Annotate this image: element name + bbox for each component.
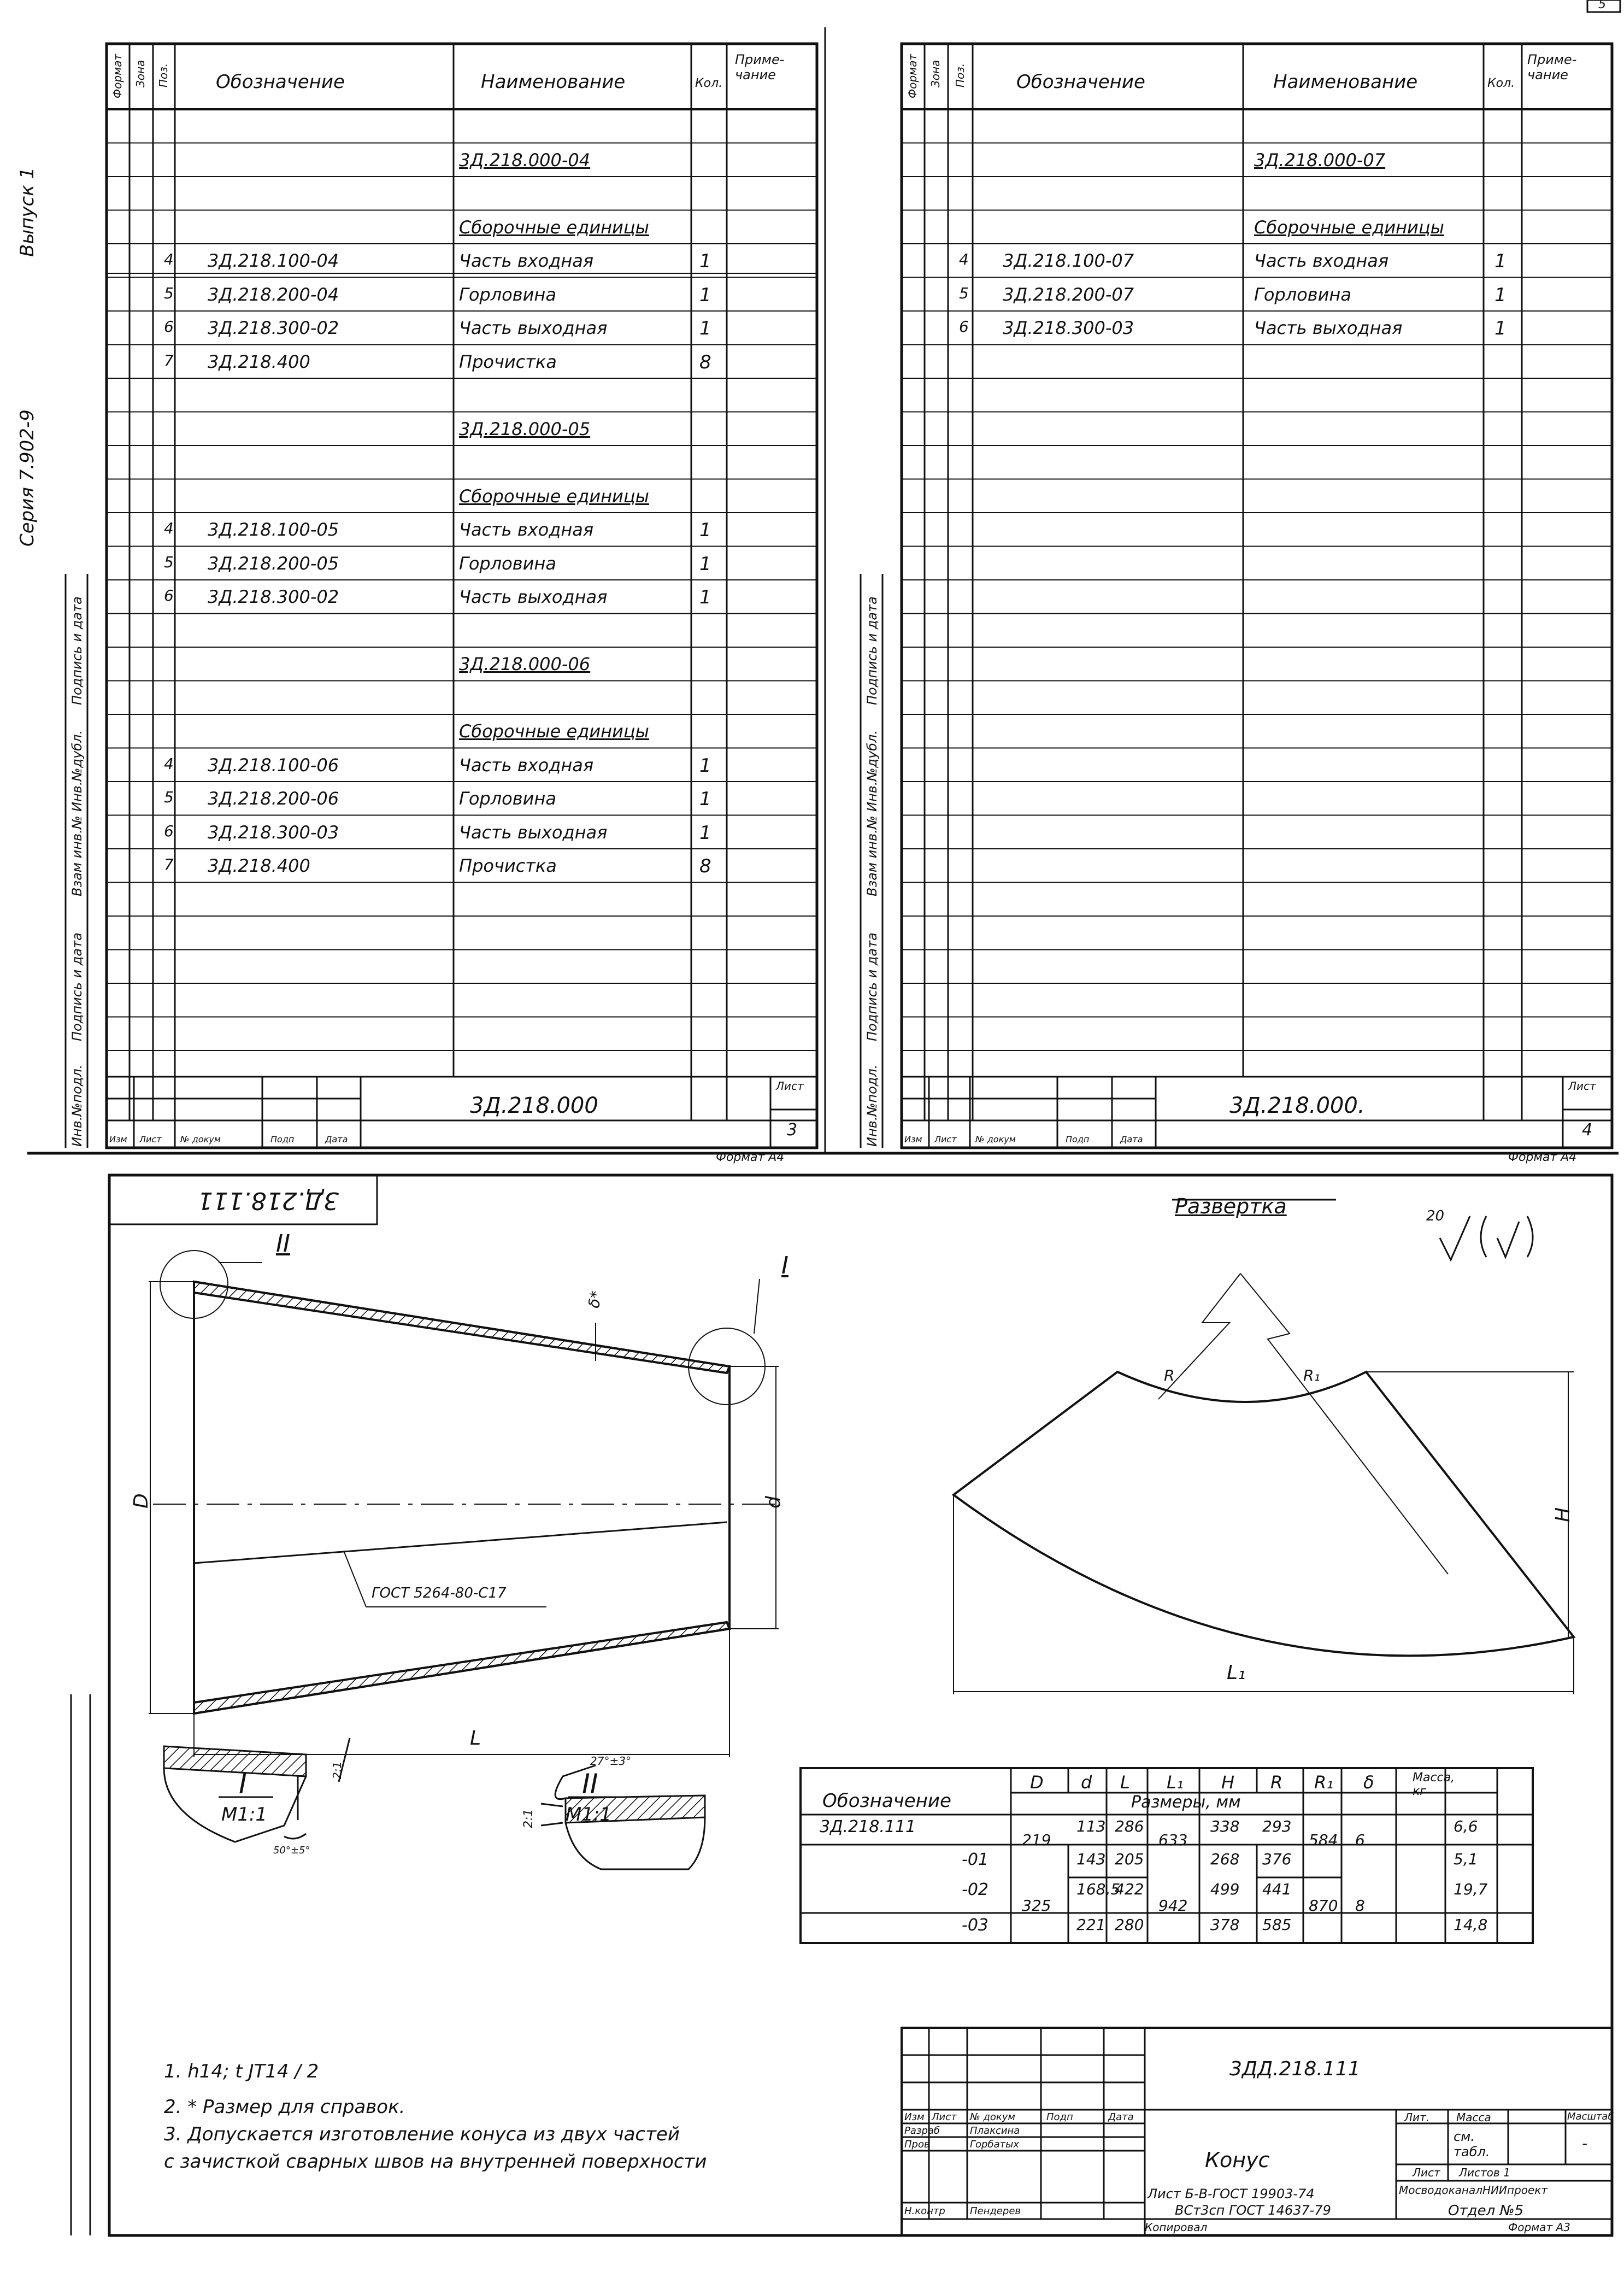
- left-row-desig: 3Д.218.100-04: [208, 250, 339, 271]
- right-stamp-code: 3Д.218.000.: [1229, 1093, 1365, 1118]
- left-row-name: Сборочные единицы: [459, 216, 649, 238]
- left-stamp-sheet-label: Лист: [776, 1079, 804, 1093]
- detail-I-dim-1: 2:1: [331, 1761, 344, 1779]
- left-row-name: Сборочные единицы: [459, 721, 649, 742]
- page-number: 5: [1598, 0, 1606, 11]
- left-vypusk-label: Выпуск 1: [16, 167, 38, 257]
- detail-II-title: II: [582, 1768, 598, 1800]
- roughness-symbol: [1440, 1216, 1533, 1260]
- delta-label: δ*: [585, 1289, 605, 1310]
- detail-I-dim-2: 50°±5°: [273, 1845, 310, 1856]
- stamp-list: Лист: [1413, 2166, 1440, 2179]
- right-row-desig: 3Д.218.300-03: [1003, 318, 1134, 338]
- stamp-part-name: Конус: [1205, 2148, 1270, 2172]
- left-margin-inv-dubl: Инв.№дубл.: [69, 730, 85, 812]
- stamp-role-prov: Пров: [904, 2139, 930, 2150]
- right-row-name: Сборочные единицы: [1254, 216, 1444, 238]
- left-header-poz: Поз.: [157, 63, 170, 87]
- cone-view: [149, 1251, 779, 1757]
- table-cell-desig: -02: [962, 1880, 988, 1899]
- left-row-name: Часть выходная: [459, 318, 608, 338]
- left-stamp-sheet-number: 3: [787, 1120, 798, 1140]
- dim-d-label: d: [762, 1496, 785, 1509]
- stamp-col-data: Дата: [1108, 2111, 1134, 2123]
- left-row-name: 3Д.218.000-05: [459, 418, 591, 439]
- left-header-kol: Кол.: [695, 77, 723, 90]
- left-row-pos: 5: [164, 553, 174, 571]
- table-cell-desig: -03: [962, 1916, 988, 1935]
- table-cell-R: 441: [1262, 1880, 1292, 1898]
- dim-R-label: R: [1164, 1366, 1175, 1384]
- left-header-zona: Зона: [134, 60, 147, 87]
- stamp-col-podp: Подп: [1046, 2111, 1073, 2123]
- left-row-qty: 1: [699, 788, 711, 810]
- rotated-drawing-code: 3Д.218.111: [197, 1187, 339, 1214]
- stamp-col-dokum: № докум: [970, 2111, 1016, 2123]
- table-cell-m: 5,1: [1454, 1850, 1478, 1868]
- table-cell-m: 19,7: [1454, 1880, 1488, 1898]
- right-row-name: Часть входная: [1254, 250, 1389, 271]
- left-row-pos: 4: [164, 519, 174, 537]
- left-row-desig: 3Д.218.300-03: [208, 821, 339, 843]
- left-row-qty: 1: [699, 250, 711, 272]
- right-stamp-col-data: Дата: [1120, 1134, 1143, 1144]
- right-header-primechanie: Приме-чание: [1527, 52, 1577, 83]
- left-row-name: Сборочные единицы: [459, 485, 649, 507]
- right-header-zona: Зона: [929, 60, 942, 87]
- development-view: [954, 1200, 1574, 1694]
- left-stamp-col-list: Лист: [139, 1134, 162, 1144]
- table-col-header: δ: [1363, 1772, 1374, 1793]
- table-col-header: L: [1120, 1772, 1130, 1793]
- table-subheader: Размеры, мм: [1131, 1793, 1241, 1812]
- stamp-col-izm: Изм: [904, 2111, 925, 2123]
- right-row-desig: 3Д.218.200-07: [1003, 284, 1134, 305]
- right-header-naimenovanie: Наименование: [1273, 71, 1418, 93]
- table-cell-desig: 3Д.218.111: [820, 1817, 916, 1836]
- left-margin-podpis-2: Подпись и дата: [69, 596, 85, 705]
- table-cell-desig: -01: [962, 1850, 988, 1869]
- left-margin-inv-podl: Инв.№подл.: [69, 1064, 85, 1147]
- left-row-pos: 7: [164, 351, 174, 369]
- dim-H-label: H: [1552, 1507, 1574, 1522]
- detail-marker-II: II: [276, 1230, 290, 1258]
- stamp-name-prov: Горбатых: [970, 2139, 1019, 2150]
- table-cell-L1: 942: [1158, 1897, 1188, 1915]
- left-row-desig: 3Д.218.400: [208, 351, 310, 372]
- detail-I-title: I: [239, 1768, 247, 1800]
- note-2: 2. * Размер для справок.: [164, 2096, 405, 2118]
- left-row-desig: 3Д.218.200-05: [208, 553, 339, 574]
- stamp-material-2: ВСт3сп ГОСТ 14637-79: [1175, 2203, 1331, 2218]
- left-row-name: Прочистка: [459, 855, 557, 876]
- right-row-pos: 4: [959, 250, 969, 268]
- table-cell-s: 6: [1355, 1831, 1365, 1849]
- right-stamp-format: Формат А4: [1508, 1151, 1577, 1164]
- table-cell-D: 219: [1022, 1831, 1051, 1849]
- table-cell-H: 378: [1210, 1916, 1240, 1934]
- left-row-name: Часть выходная: [459, 821, 608, 843]
- left-row-name: Часть входная: [459, 250, 594, 271]
- table-cell-R: 293: [1262, 1817, 1292, 1835]
- table-col-header: Масса, кг: [1413, 1771, 1455, 1798]
- table-cell-H: 268: [1210, 1850, 1240, 1868]
- dim-R1-label: R₁: [1303, 1366, 1320, 1384]
- right-row-name: Часть выходная: [1254, 318, 1403, 338]
- left-header-oboznachenie: Обозначение: [216, 71, 345, 93]
- table-col-header: L₁: [1167, 1772, 1184, 1793]
- left-stamp-col-data: Дата: [325, 1134, 348, 1144]
- right-header-format: Формат: [906, 54, 919, 98]
- left-row-desig: 3Д.218.200-04: [208, 284, 339, 305]
- left-margin-podpis-1: Подпись и дата: [69, 932, 85, 1041]
- roughness-value: 20: [1426, 1208, 1445, 1224]
- table-cell-R: 585: [1262, 1916, 1292, 1934]
- left-stamp-code: 3Д.218.000: [470, 1093, 598, 1118]
- left-row-pos: 6: [164, 318, 174, 336]
- dim-D-label: D: [130, 1493, 152, 1509]
- right-header-poz: Поз.: [954, 63, 967, 87]
- table-cell-L1: 633: [1158, 1831, 1188, 1849]
- dim-L-label: L: [470, 1727, 481, 1750]
- right-margin-podpis-2: Подпись и дата: [864, 596, 880, 705]
- table-cell-L: 422: [1115, 1880, 1144, 1898]
- right-row-name: 3Д.218.000-07: [1254, 149, 1386, 171]
- left-row-name: Прочистка: [459, 351, 557, 372]
- dim-L1-label: L₁: [1227, 1662, 1246, 1684]
- detail-marker-I: I: [781, 1252, 789, 1280]
- table-cell-d: 113: [1076, 1817, 1106, 1835]
- stamp-organization: МосводоканалНИИпроект: [1399, 2184, 1548, 2197]
- table-cell-d: 143: [1076, 1850, 1106, 1868]
- right-row-qty: 1: [1494, 250, 1507, 272]
- left-row-desig: 3Д.218.400: [208, 855, 310, 876]
- table-cell-R1: 584: [1309, 1831, 1338, 1849]
- left-row-desig: 3Д.218.300-02: [208, 586, 339, 607]
- stamp-name-nkontr: Пендерев: [970, 2205, 1021, 2217]
- left-header-primechanie: Приме-чание: [735, 52, 785, 83]
- left-row-pos: 7: [164, 855, 174, 873]
- detail-II-dim-1: 2:1: [522, 1809, 536, 1828]
- right-stamp-col-list: Лист: [934, 1134, 957, 1144]
- left-row-qty: 1: [699, 754, 711, 777]
- left-row-name: Горловина: [459, 788, 556, 809]
- gost-weld-label: ГОСТ 5264-80-С17: [372, 1585, 507, 1601]
- table-cell-d: 221: [1076, 1916, 1106, 1934]
- left-row-qty: 1: [699, 318, 711, 339]
- left-row-name: 3Д.218.000-06: [459, 654, 591, 674]
- table-cell-R: 376: [1262, 1850, 1292, 1868]
- stamp-otdel: Отдел №5: [1448, 2203, 1524, 2219]
- stamp-material-1: Лист Б-В-ГОСТ 19903-74: [1148, 2186, 1315, 2202]
- stamp-listov: Листов 1: [1459, 2166, 1510, 2179]
- left-stamp-col-podp: Подп: [270, 1134, 295, 1144]
- stamp-name-razrab: Плаксина: [970, 2125, 1020, 2137]
- left-row-pos: 4: [164, 754, 174, 773]
- table-cell-m: 14,8: [1454, 1916, 1488, 1934]
- table-cell-H: 499: [1210, 1880, 1240, 1898]
- left-row-desig: 3Д.218.100-05: [208, 519, 339, 540]
- left-row-name: Часть выходная: [459, 586, 608, 607]
- left-header-format: Формат: [111, 54, 124, 98]
- stamp-role-nkontr: Н.контр: [904, 2205, 945, 2217]
- detail-I-scale: М1:1: [221, 1804, 268, 1826]
- right-header-oboznachenie: Обозначение: [1016, 71, 1145, 93]
- table-cell-L: 205: [1115, 1850, 1144, 1868]
- left-stamp-col-izm: Изм: [109, 1134, 127, 1144]
- right-stamp-sheet-number: 4: [1582, 1120, 1593, 1140]
- left-row-pos: 4: [164, 250, 174, 268]
- left-row-name: Часть входная: [459, 754, 594, 776]
- note-3: 3. Допускается изготовление конуса из двух частей: [164, 2123, 680, 2145]
- right-row-qty: 1: [1494, 318, 1507, 339]
- right-row-name: Горловина: [1254, 284, 1351, 305]
- stamp-drawing-code: 3ДД.218.111: [1229, 2058, 1361, 2080]
- left-row-name: Часть входная: [459, 519, 594, 540]
- right-row-qty: 1: [1494, 284, 1507, 306]
- stamp-col-list: Лист: [932, 2111, 957, 2123]
- table-cell-s: 8: [1355, 1897, 1365, 1915]
- note-3-cont: с зачисткой сварных швов на внутренней поверхности: [164, 2151, 707, 2173]
- table-cell-d: 168,5: [1076, 1880, 1121, 1898]
- table-cell-D: 325: [1022, 1897, 1051, 1915]
- stamp-massa: Масса: [1456, 2111, 1491, 2124]
- right-row-desig: 3Д.218.100-07: [1003, 250, 1134, 271]
- table-cell-H: 338: [1210, 1817, 1240, 1835]
- table-cell-L: 286: [1115, 1817, 1144, 1835]
- table-col-header: D: [1030, 1772, 1044, 1793]
- razvertka-title: Развертка: [1175, 1194, 1287, 1218]
- right-margin-inv-podl: Инв.№подл.: [864, 1064, 880, 1147]
- left-row-qty: 1: [699, 553, 711, 575]
- stamp-massa-value: см. табл.: [1454, 2129, 1490, 2159]
- left-stamp-format: Формат А4: [716, 1151, 785, 1164]
- right-margin-inv-dubl: Инв.№дубл.: [864, 730, 880, 812]
- table-header-oboznachenie: Обозначение: [822, 1790, 951, 1812]
- left-row-qty: 8: [699, 855, 711, 877]
- stamp-role-razrab: Разраб: [904, 2125, 940, 2137]
- stamp-masshtab: Масштаб: [1567, 2111, 1614, 2122]
- left-header-naimenovanie: Наименование: [481, 71, 626, 93]
- right-margin-podpis-1: Подпись и дата: [864, 932, 880, 1041]
- left-row-pos: 5: [164, 788, 174, 806]
- table-cell-m: 6,6: [1454, 1817, 1478, 1835]
- left-row-desig: 3Д.218.300-02: [208, 318, 339, 338]
- right-stamp-col-izm: Изм: [904, 1134, 922, 1144]
- left-seria-label: Серия 7.902-9: [16, 409, 38, 547]
- left-row-desig: 3Д.218.200-06: [208, 788, 339, 809]
- stamp-format: Формат А3: [1508, 2221, 1570, 2234]
- right-stamp-col-podp: Подп: [1066, 1134, 1090, 1144]
- left-margin-vzam: Взам инв.№: [69, 815, 85, 896]
- right-stamp-sheet-label: Лист: [1568, 1079, 1596, 1093]
- detail-II-dim-2: 27°±3°: [590, 1754, 631, 1768]
- table-col-header: R₁: [1314, 1772, 1334, 1793]
- right-row-pos: 5: [959, 284, 969, 302]
- left-row-qty: 1: [699, 284, 711, 306]
- left-row-pos: 6: [164, 586, 174, 604]
- stamp-lit: Лит.: [1404, 2111, 1430, 2124]
- stamp-kopiroval: Копировал: [1145, 2221, 1208, 2234]
- left-row-pos: 6: [164, 821, 174, 840]
- left-row-name: Горловина: [459, 284, 556, 305]
- right-stamp-col-dokum: № докум: [975, 1134, 1016, 1144]
- left-row-qty: 8: [699, 351, 711, 373]
- right-header-kol: Кол.: [1487, 77, 1515, 90]
- table-col-header: d: [1081, 1772, 1092, 1793]
- left-stamp-col-dokum: № докум: [180, 1134, 221, 1144]
- table-cell-R1: 870: [1309, 1897, 1338, 1915]
- stamp-masshtab-value: -: [1582, 2134, 1588, 2152]
- left-row-name: 3Д.218.000-04: [459, 149, 591, 171]
- left-row-desig: 3Д.218.100-06: [208, 754, 339, 776]
- note-1: 1. h14; t JT14 / 2: [164, 2061, 319, 2082]
- table-col-header: R: [1270, 1772, 1283, 1793]
- table-cell-L: 280: [1115, 1916, 1144, 1934]
- right-row-pos: 6: [959, 318, 969, 336]
- left-row-pos: 5: [164, 284, 174, 302]
- left-row-qty: 1: [699, 586, 711, 608]
- left-row-qty: 1: [699, 519, 711, 541]
- left-row-qty: 1: [699, 821, 711, 844]
- detail-II-scale: М1:1: [566, 1804, 612, 1826]
- left-row-name: Горловина: [459, 553, 556, 574]
- right-margin-vzam: Взам инв.№: [864, 815, 880, 896]
- table-col-header: H: [1221, 1772, 1235, 1793]
